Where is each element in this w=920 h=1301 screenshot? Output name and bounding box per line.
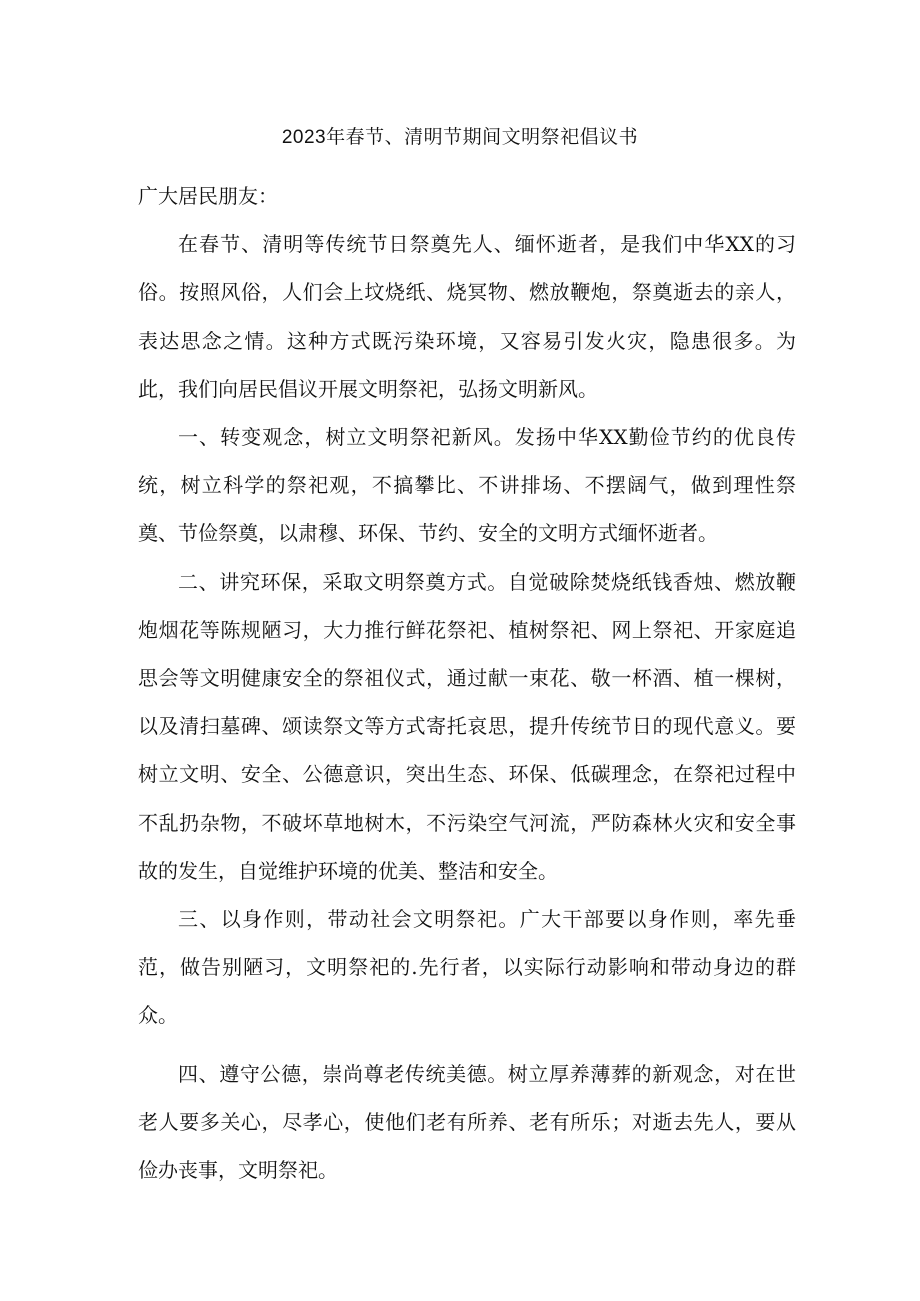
paragraph-point-3: 三、以身作则，带动社会文明祭祀。广大干部要以身作则，率先垂范，做告别陋习，文明祭祀的.先行者，以实际行动影响和带动身边的群众。 bbox=[138, 907, 796, 1028]
paragraph-point-1: 一、转变观念，树立文明祭祀新风。发扬中华XX勤俭节约的优良传统，树立科学的祭祀观，不搞攀比、不讲排场、不摆阔气，做到理性祭奠、节俭祭奠，以肃穆、环保、节约、安全的文明方式缅怀逝者。 bbox=[138, 425, 796, 546]
paragraph-point-2: 二、讲究环保，采取文明祭奠方式。自觉破除焚烧纸钱香烛、燃放鞭炮烟花等陈规陋习，大力推行鲜花祭祀、植树祭祀、网上祭祀、开家庭追思会等文明健康安全的祭祖仪式，通过献一束花、敬一杯酒、植一棵树，以及清扫墓碑、颂读祭文等方式寄托哀思，提升传统节日的现代意义。要树立文明、安全、公德意识，突出生态、环保、低碳理念，在祭祀过程中不乱扔杂物，不破坏草地树木，不污染空气河流，严防森林火灾和安全事故的发生，自觉维护环境的优美、整洁和安全。 bbox=[138, 569, 796, 883]
document-title: 2023年春节、清明节期间文明祭祀倡议书 bbox=[281, 127, 639, 148]
salutation: 广大居民朋友： bbox=[138, 184, 278, 208]
paragraph-point-4: 四、遵守公德，崇尚尊老传统美德。树立厚养薄葬的新观念，对在世老人要多关心，尽孝心，使他们老有所养、老有所乐；对逝去先人，要从俭办丧事，文明祭祀。 bbox=[138, 1061, 796, 1183]
paragraph-intro: 在春节、清明等传统节日祭奠先人、缅怀逝者，是我们中华XX的习俗。按照风俗，人们会上坟烧纸、烧冥物、燃放鞭炮，祭奠逝去的亲人，表达思念之情。这种方式既污染环境，又容易引发火灾，隐患很多。为此，我们向居民倡议开展文明祭祀，弘扬文明新风。 bbox=[138, 232, 796, 401]
document-body bbox=[138, 172, 796, 1194]
